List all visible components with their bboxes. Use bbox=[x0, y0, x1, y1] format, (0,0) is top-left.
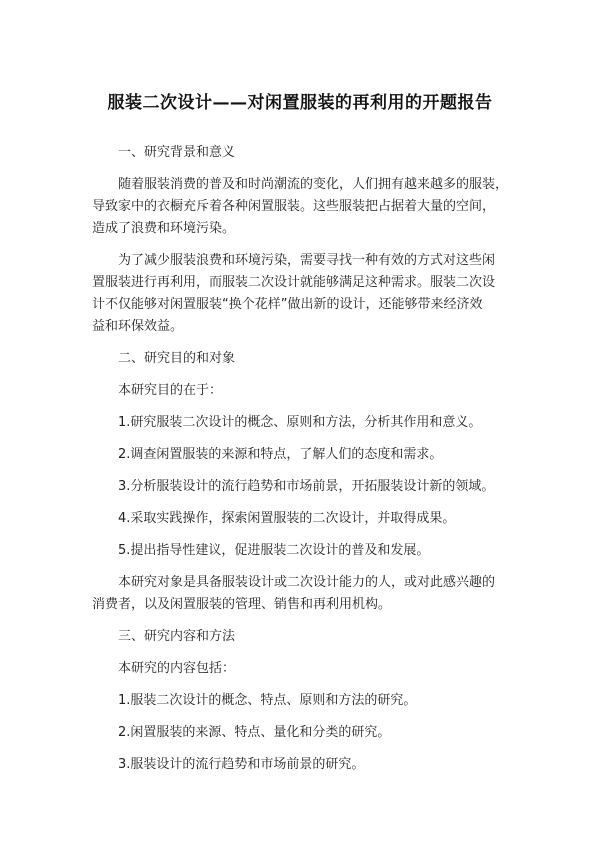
content-item-3: 3.服装设计的流行趋势和市场前景的研究。 bbox=[118, 757, 365, 772]
text-line: 导致家中的衣橱充斥着各种闲置服装。这些服装把占据着大量的空间， bbox=[92, 199, 496, 214]
background-paragraph-1 bbox=[92, 174, 512, 240]
purpose-item-4: 4.采取实践操作，探索闲置服装的二次设计，并取得成果。 bbox=[118, 511, 456, 526]
document-body bbox=[92, 142, 512, 786]
text-line: 造成了浪费和环境污染。 bbox=[92, 221, 236, 236]
text-line: 消费者，以及闲置服装的管理、销售和再利用机构。 bbox=[92, 597, 392, 612]
section-heading-purpose: 二、研究目的和对象 bbox=[118, 351, 236, 366]
text-line: 益和环保效益。 bbox=[92, 319, 184, 334]
purpose-item-2: 2.调查闲置服装的来源和特点，了解人们的态度和需求。 bbox=[118, 447, 443, 462]
text-line: 随着服装消费的普及和时尚潮流的变化，人们拥有越来越多的服装， bbox=[118, 177, 509, 192]
text-line: 本研究对象是具备服装设计或二次设计能力的人，或对此感兴趣的 bbox=[118, 575, 496, 590]
purpose-intro: 本研究目的在于： bbox=[118, 383, 223, 398]
text-line: 为了减少服装浪费和环境污染，需要寻找一种有效的方式对这些闲 bbox=[118, 253, 496, 268]
content-item-1: 1.服装二次设计的概念、特点、原则和方法的研究。 bbox=[118, 693, 417, 708]
purpose-item-3: 3.分析服装设计的流行趋势和市场前景，开拓服装设计新的领域。 bbox=[118, 479, 495, 494]
purpose-item-5: 5.提出指导性建议，促进服装二次设计的普及和发展。 bbox=[118, 543, 430, 558]
text-line: 置服装进行再利用，而服装二次设计就能够满足这种需求。服装二次设 bbox=[92, 275, 496, 290]
purpose-item-1: 1.研究服装二次设计的概念、原则和方法，分析其作用和意义。 bbox=[118, 415, 482, 430]
content-intro: 本研究的内容包括： bbox=[118, 661, 236, 676]
section-heading-content: 三、研究内容和方法 bbox=[118, 629, 236, 644]
section-heading-background: 一、研究背景和意义 bbox=[118, 145, 236, 160]
document-title: 服装二次设计——对闲置服装的再利用的开题报告 bbox=[107, 93, 493, 113]
text-line: 计不仅能够对闲置服装“换个花样”做出新的设计，还能够带来经济效 bbox=[92, 297, 483, 312]
content-item-2: 2.闲置服装的来源、特点、量化和分类的研究。 bbox=[118, 725, 391, 740]
background-paragraph-2 bbox=[92, 250, 512, 338]
research-object-paragraph bbox=[92, 572, 512, 616]
